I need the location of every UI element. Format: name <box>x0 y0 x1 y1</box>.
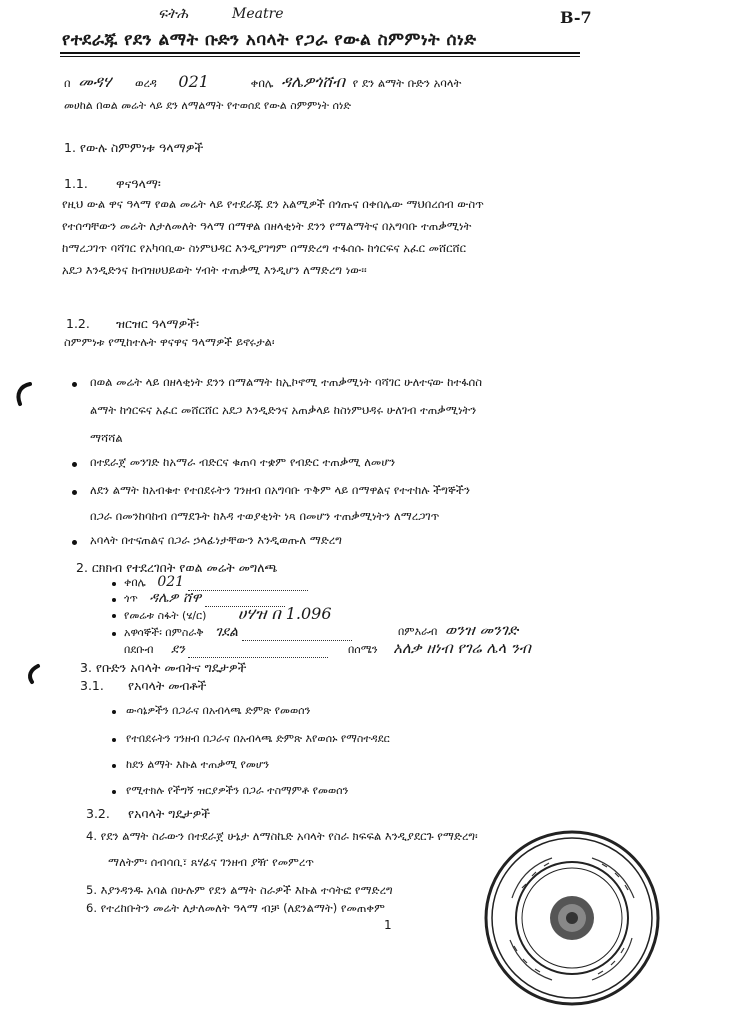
section-4-line-2: ማለትም፡ ሰብሳቢ፣ ጸሃፊና ገንዘብ ያዥ የመምረጥ <box>108 855 315 869</box>
bullet <box>112 614 116 618</box>
land-field-value: ሀሃዝ በ 1.096 <box>237 604 332 623</box>
land-field-label: የመሬቱ ስፋት (ሄ/ር) <box>124 609 207 622</box>
section-1-2-bullet-3b: በጋራ በመንከባከብ በማደጉት ከእዳ ተወያቂነት ነጻ በመሆን ተጠቃሚነትን ለማረጋገጥ <box>90 509 440 523</box>
intro-line-1 <box>64 74 461 91</box>
bullet <box>72 490 77 495</box>
intro-label-c: ቀበሌ <box>250 76 274 90</box>
section-3-1-number: 3.1. <box>80 678 104 693</box>
title-underline-2 <box>60 56 580 57</box>
official-stamp <box>482 828 662 1008</box>
intro-line-2: መሀከል በወል መሬት ላይ ደን ለማልማት የተወሰደ የውል ስምምነት ሰነድ <box>64 99 351 112</box>
section-1-2-number: 1.2. <box>66 316 90 331</box>
section-1-1-line-3: ከማረጋገጥ ባሻገር የአካባቢው ስነምህዳር እንዲያገግም በማድረግ ተፋሰሱ ከጎርፍና አፈር መሸርሸር <box>62 241 467 255</box>
intro-label-a: በ <box>64 76 71 90</box>
fill-line <box>188 645 328 658</box>
intro-value-a: መዳሃ <box>78 72 112 91</box>
section-1-2-intro: ስምምነቱ የሚከተሉት ዋናዋና ዓላማዎች ይኖሩታል፡ <box>64 335 275 349</box>
land-field-kebele <box>124 574 308 591</box>
section-1-2-bullet-2: በተደራጀ መንገድ ከአማራ ብድርና ቁጠባ ተቋም የብድር ተጠቃሚ ለመሆን <box>90 455 396 469</box>
bullet <box>112 790 116 794</box>
land-field-label: በሰሜን <box>348 643 378 656</box>
bullet <box>112 764 116 768</box>
section-3-2-title: የአባላት ግዴታዎች <box>128 806 211 821</box>
land-field-value: ወንዝ መንገድ <box>444 621 519 639</box>
rights-bullet-4: የሚተክሉ የችግኝ ዝርያዎችን በጋራ ተስማምቶ የመወሰን <box>126 784 349 797</box>
bullet <box>72 382 77 387</box>
handwritten-note-left: ፍትሕ <box>158 6 189 22</box>
handwritten-note-mid: Meatre <box>232 6 284 22</box>
intro-value-c: ዳሌዎጎሸብ <box>281 72 345 91</box>
land-field-value: አለቃ ዘነብ የገሬ ሌላ ንብ <box>393 639 531 657</box>
land-field-label: ቀበሌ <box>124 576 146 589</box>
handwritten-note-right: B-7 <box>560 8 592 27</box>
page-number: 1 <box>384 918 392 932</box>
section-1-2-bullet-3a: ለደን ልማት ከአብቁተ የተበደሩትን ገንዘብ በአግባቡ ጥቅም ላይ በማዋልና የተተከሉ ችግኞችን <box>90 483 471 497</box>
land-field-value: ደን <box>171 642 185 657</box>
title-underline <box>60 52 580 54</box>
bullet <box>72 462 77 467</box>
section-3-2-number: 3.2. <box>86 806 110 821</box>
intro-label-b: ወረዳ <box>134 76 157 90</box>
land-field-area <box>124 606 332 624</box>
fill-line <box>242 628 352 641</box>
land-field-value: ገደል <box>215 624 239 640</box>
section-3-1-title: የአባላት መብቶች <box>128 678 207 693</box>
section-1-2-title: ዝርዝር ዓላማዎች፡ <box>116 316 200 331</box>
section-1-1-line-4: አደጋ እንዲድንና ከብዝሀህይወት ሃብት ተጠቃሚ እንዲሆን ለማድረግ ነው፡፡ <box>62 263 367 277</box>
rights-bullet-3: ከደን ልማት እኩል ተጠቃሚ የመሆን <box>126 758 270 771</box>
bullet <box>72 540 77 545</box>
section-1-2-bullet-4: አባላት በተናጠልና በጋራ ኃላፊነታቸውን እንዲወጡለ ማድረግ <box>90 533 342 547</box>
land-field-value: 021 <box>157 574 185 590</box>
section-1-1-title: ዋናዓላማ፡ <box>116 176 161 191</box>
section-1-1-line-2: የተሰጣቸውን መሬት ለታለመለት ዓላማ በማዋል በዘላቂነት ደንን የማልማትና በአግባቡ ተጠቃሚነት <box>62 219 472 233</box>
land-field-border-south <box>124 642 328 658</box>
bullet <box>112 598 116 602</box>
section-1-heading: 1. የውሉ ስምምነቱ ዓላማዎች <box>64 140 204 155</box>
land-field-label: በምእራብ <box>398 625 438 638</box>
bullet <box>112 582 116 586</box>
section-2-heading: 2. ርክክብ የተደረገበት የወል መሬት መግለጫ <box>76 560 278 575</box>
scan-mark <box>24 662 44 686</box>
section-1-1-number: 1.1. <box>64 176 88 191</box>
bullet <box>112 710 116 714</box>
section-6: 6. የተረከቡትን መሬት ለታለመለት ዓላማ ብቻ (ለደንልማት) የመጠቀም <box>86 901 385 915</box>
land-field-border-east <box>124 624 352 641</box>
section-3-heading: 3. የቡድን አባላት መብትና ግዴታዎች <box>80 660 247 675</box>
intro-value-b: 021 <box>178 72 209 91</box>
land-field-label: አዋሳኞች፡ በምስራቅ <box>124 626 204 639</box>
section-5: 5. እያንዳንዱ አባል በሁሉም የደን ልማት ስራዎች እኩል ተሳትፎ የማድረግ <box>86 883 393 897</box>
land-field-label: በደቡብ <box>124 643 154 656</box>
land-field-value: ዳሌዎ ሸዋ <box>149 590 202 606</box>
document-title: የተደራጁ የደን ልማት ቡድን አባላት የጋራ የውል ስምምነት ሰነድ <box>62 30 477 50</box>
section-1-2-bullet-1c: ማሻሻል <box>90 431 123 445</box>
scan-mark <box>12 380 34 410</box>
section-1-2-bullet-1b: ልማት ከጎርፍና አፈር መሸርሸር አደጋ እንዲድንና አጠቃላይ ከስነምህዳሩ ሁለገብ ተጠቃሚነትን <box>90 403 477 417</box>
land-field-border-north <box>348 640 531 658</box>
land-field-border-west <box>398 622 518 640</box>
intro-label-d: የ ደን ልማት ቡድን አባላት <box>352 76 462 90</box>
section-4-line-1: 4. የደን ልማት ስራውን በተደራጀ ሁኔታ ለማስኬድ አባላት የስራ ክፍፍል እንዲያደርጉ የማድረግ፡ <box>86 829 478 843</box>
rights-bullet-2: የተበደሩትን ገንዘብ በጋራና በአብላጫ ድምጽ እየወሰኑ የማስተዳደር <box>126 732 390 745</box>
section-1-2-bullet-1a: በወል መሬት ላይ በዘላቂነት ደንን በማልማት ከኢኮኖሚ ተጠቃሚነት ባሻገር ሁለተናው ከተፋሰስ <box>90 375 483 389</box>
land-field-label: ጎጥ <box>124 592 138 605</box>
bullet <box>112 738 116 742</box>
rights-bullet-1: ውሳኔዎችን በጋራና በአብላጫ ድምጽ የመወሰን <box>126 704 311 717</box>
bullet <box>112 632 116 636</box>
section-1-1-line-1: የዚህ ውል ዋና ዓላማ የወል መሬት ላይ የተደራጁ ደን አልሚዎች በጎጡና በቀበሌው ማህበረሰብ ውስጥ <box>62 197 484 211</box>
